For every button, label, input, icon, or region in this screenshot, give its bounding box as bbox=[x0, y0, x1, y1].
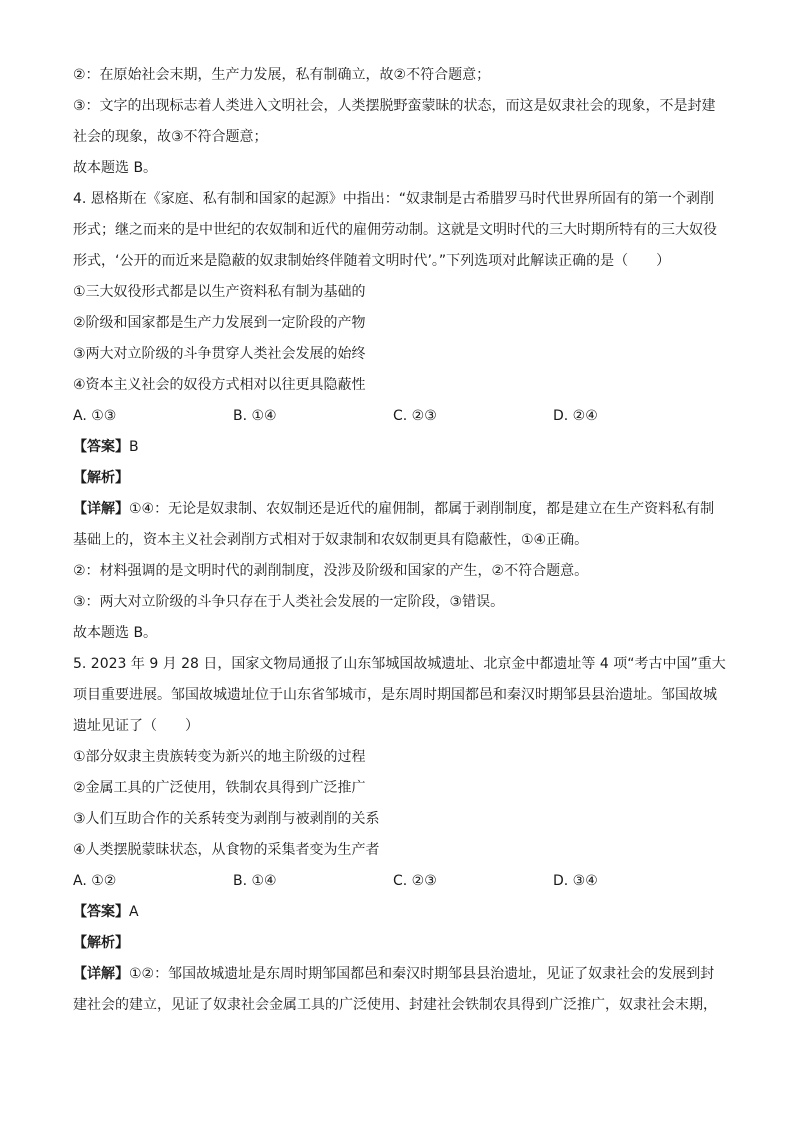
q4-option-d: D. ②④ bbox=[553, 408, 598, 424]
q4-detail-line-3: ②：材料强调的是文明时代的剥削制度，没涉及阶级和国家的产生，②不符合题意。 bbox=[73, 563, 589, 579]
q4-stem-line-3: 形式，‘公开的而近来是隐蔽的奴隶制始终伴随着文明时代’。”下列选项对此解读正确的是（ ） bbox=[73, 253, 671, 269]
q5-answer-value: A bbox=[129, 904, 139, 920]
q4-analysis-tag: 【解析】 bbox=[73, 470, 129, 486]
q4-final-answer: 故本题选 B。 bbox=[73, 625, 158, 641]
q5-options bbox=[73, 866, 728, 897]
q5-detail-tag: 【详解】 bbox=[73, 966, 129, 982]
q4-item-3: ③两大对立阶级的斗争贯穿人类社会发展的始终 bbox=[73, 346, 366, 362]
q4-detail-tag: 【详解】 bbox=[73, 501, 129, 517]
q4-detail-line-1 bbox=[73, 494, 728, 525]
q4-detail-text-1: ①④：无论是奴隶制、农奴制还是近代的雇佣制，都属于剥削制度，都是建立在生产资料私有制 bbox=[129, 501, 715, 517]
q4-item-2: ②阶级和国家都是生产力发展到一定阶段的产物 bbox=[73, 315, 366, 331]
q5-item-1: ①部分奴隶主贵族转变为新兴的地主阶级的过程 bbox=[73, 749, 366, 765]
q4-detail-line-2: 基础上的，资本主义社会剥削方式相对于奴隶制和农奴制更具有隐蔽性，①④正确。 bbox=[73, 532, 589, 548]
q5-item-3: ③人们互助合作的关系转变为剥削与被剥削的关系 bbox=[73, 811, 380, 827]
prev-explanation-3-line-1: ③：文字的出现标志着人类进入文明社会，人类摆脱野蛮蒙昧的状态，而这是奴隶社会的现象，不是封建 bbox=[73, 98, 716, 114]
q4-detail-line-4: ③：两大对立阶级的斗争只存在于人类社会发展的一定阶段，③错误。 bbox=[73, 594, 505, 610]
q4-answer-tag: 【答案】 bbox=[73, 439, 129, 455]
q4-stem-line-1: 4. 恩格斯在《家庭、私有制和国家的起源》中指出：“奴隶制是古希腊罗马时代世界所固有的第一个剥削 bbox=[73, 191, 715, 207]
prev-explanation-2: ②：在原始社会末期，生产力发展，私有制确立，故②不符合题意； bbox=[73, 67, 491, 83]
q5-detail-line-2: 建社会的建立，见证了奴隶社会金属工具的广泛使用、封建社会铁制农具得到广泛推广，奴隶社会末期， bbox=[73, 997, 717, 1013]
q4-option-c: C. ②③ bbox=[393, 408, 437, 424]
q4-answer-value: B bbox=[129, 439, 139, 455]
q5-analysis-tag: 【解析】 bbox=[73, 935, 129, 951]
q5-detail-line-1 bbox=[73, 959, 728, 990]
q5-stem-line-1: 5. 2023 年 9 月 28 日，国家文物局通报了山东邹城国故城遗址、北京金中都遗址等 4 项“考古中国”重大 bbox=[73, 656, 726, 672]
q4-item-1: ①三大奴役形式都是以生产资料私有制为基础的 bbox=[73, 284, 366, 300]
q5-option-b: B. ①④ bbox=[233, 873, 277, 889]
q5-detail-text-1: ①②：邹国故城遗址是东周时期邹国都邑和秦汉时期邹县县治遗址，见证了奴隶社会的发展到封 bbox=[129, 966, 715, 982]
q4-stem-line-2: 形式；继之而来的是中世纪的农奴制和近代的雇佣劳动制。这就是文明时代的三大时期所特有的三大奴役 bbox=[73, 222, 717, 238]
q4-options bbox=[73, 401, 728, 432]
q5-analysis-heading bbox=[73, 928, 728, 959]
q5-option-a: A. ①② bbox=[73, 873, 117, 889]
q5-answer bbox=[73, 897, 728, 928]
q5-item-4: ④人类摆脱蒙昧状态，从食物的采集者变为生产者 bbox=[73, 842, 380, 858]
q4-option-a: A. ①③ bbox=[73, 408, 117, 424]
q5-answer-tag: 【答案】 bbox=[73, 904, 129, 920]
q4-item-4: ④资本主义社会的奴役方式相对以往更具隐蔽性 bbox=[73, 377, 366, 393]
document-page bbox=[73, 60, 728, 1021]
q4-answer bbox=[73, 432, 728, 463]
q4-option-b: B. ①④ bbox=[233, 408, 277, 424]
q5-stem-line-3: 遗址见证了（ ） bbox=[73, 718, 199, 734]
q5-option-c: C. ②③ bbox=[393, 873, 437, 889]
q4-analysis-heading bbox=[73, 463, 728, 494]
prev-final-answer: 故本题选 B。 bbox=[73, 160, 158, 176]
q5-item-2: ②金属工具的广泛使用，铁制农具得到广泛推广 bbox=[73, 780, 366, 796]
prev-explanation-3-line-2: 社会的现象，故③不符合题意； bbox=[73, 129, 268, 145]
q5-option-d: D. ③④ bbox=[553, 873, 598, 889]
q5-stem-line-2: 项目重要进展。邹国故城遗址位于山东省邹城市，是东周时期国都邑和秦汉时期邹县县治遗址。邹国故城 bbox=[73, 687, 717, 703]
